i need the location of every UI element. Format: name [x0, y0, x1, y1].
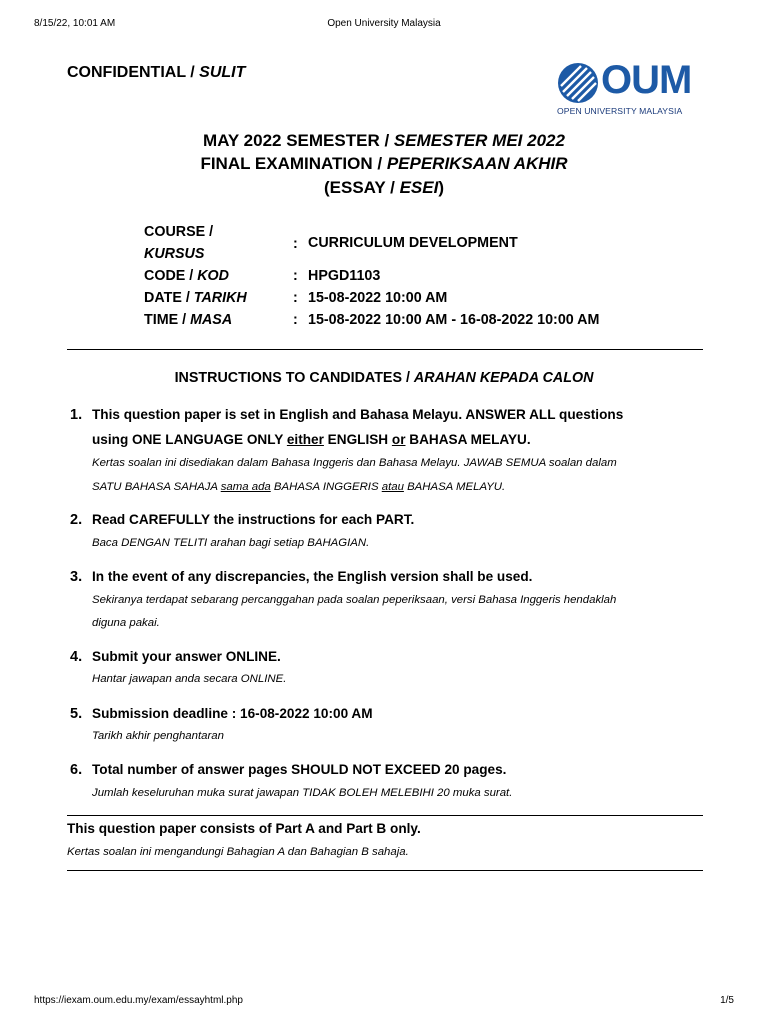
instruction-1-en-line1: This question paper is set in English and Bahasa Melayu. ANSWER ALL questions	[92, 407, 624, 422]
instructions-title: INSTRUCTIONS TO CANDIDATES / ARAHAN KEPADA CALON	[174, 370, 594, 386]
course-label-my: KURSUS	[144, 246, 205, 262]
instruction-6-en: Total number of answer pages SHOULD NOT EXCEED 20 pages.	[92, 762, 507, 777]
instruction-3-en: In the event of any discrepancies, the English version shall be used.	[92, 569, 533, 584]
instruction-1-en-line2: using ONE LANGUAGE ONLY either ENGLISH or BAHASA MELAYU.	[92, 432, 531, 447]
instruction-5-my: Tarikh akhir penghantaran	[92, 730, 224, 742]
instruction-3-my-line1: Sekiranya terdapat sebarang percanggahan pada soalan peperiksaan, versi Bahasa Inggeris hendaklah	[92, 594, 617, 606]
instruction-number: 1.	[70, 407, 83, 423]
time-label: TIME / MASA	[144, 312, 233, 328]
divider	[67, 815, 703, 816]
oum-wordmark: OUM	[601, 58, 692, 102]
course-value: CURRICULUM DEVELOPMENT	[308, 235, 518, 251]
instruction-number: 4.	[70, 649, 83, 665]
instruction-number: 3.	[70, 569, 83, 585]
date-value: 15-08-2022 10:00 AM	[308, 290, 448, 306]
oum-globe-icon	[557, 62, 599, 104]
time-value: 15-08-2022 10:00 AM - 16-08-2022 10:00 AM	[308, 312, 600, 328]
instruction-number: 6.	[70, 762, 83, 778]
time-colon: :	[293, 312, 298, 328]
exam-title-semester: MAY 2022 SEMESTER / SEMESTER MEI 2022	[203, 131, 565, 150]
instruction-2-en: Read CAREFULLY the instructions for each PART.	[92, 512, 415, 527]
divider	[67, 349, 703, 350]
print-page-count: 1/5	[720, 995, 734, 1006]
oum-logo	[557, 58, 707, 120]
print-url: https://iexam.oum.edu.my/exam/essayhtml.php	[34, 995, 243, 1006]
print-datetime: 8/15/22, 10:01 AM	[34, 18, 116, 29]
code-colon: :	[293, 268, 298, 284]
parts-note-en: This question paper consists of Part A and Part B only.	[67, 821, 421, 836]
instruction-1-my-line2: SATU BAHASA SAHAJA sama ada BAHASA INGGERIS atau BAHASA MELAYU.	[92, 481, 506, 493]
instruction-1-my-line1: Kertas soalan ini disediakan dalam Bahasa Inggeris dan Bahasa Melayu. JAWAB SEMUA soalan dalam	[92, 457, 617, 469]
instruction-4-my: Hantar jawapan anda secara ONLINE.	[92, 673, 287, 685]
code-value: HPGD1103	[308, 268, 381, 284]
instruction-number: 2.	[70, 512, 83, 528]
course-label: COURSE /	[144, 224, 214, 240]
instruction-4-en: Submit your answer ONLINE.	[92, 649, 281, 664]
exam-title-essay: (ESSAY / ESEI)	[323, 178, 445, 197]
confidential-label: CONFIDENTIAL / SULIT	[67, 64, 246, 81]
divider	[67, 870, 703, 871]
date-colon: :	[293, 290, 298, 306]
instruction-number: 5.	[70, 706, 83, 722]
date-label: DATE / TARIKH	[144, 290, 247, 306]
parts-note-my: Kertas soalan ini mengandungi Bahagian A dan Bahagian B sahaja.	[67, 846, 409, 858]
print-page-title: Open University Malaysia	[327, 18, 441, 29]
instruction-2-my: Baca DENGAN TELITI arahan bagi setiap BAHAGIAN.	[92, 537, 370, 549]
instruction-3-my-line2: diguna pakai.	[92, 617, 160, 629]
oum-logo-subtitle: OPEN UNIVERSITY MALAYSIA	[557, 106, 683, 116]
instruction-6-my: Jumlah keseluruhan muka surat jawapan TIDAK BOLEH MELEBIHI 20 muka surat.	[92, 787, 513, 799]
instruction-5-en: Submission deadline : 16-08-2022 10:00 AM	[92, 706, 373, 721]
exam-title-final: FINAL EXAMINATION / PEPERIKSAAN AKHIR	[200, 154, 568, 173]
code-label: CODE / KOD	[144, 268, 230, 284]
course-colon: :	[293, 236, 298, 252]
